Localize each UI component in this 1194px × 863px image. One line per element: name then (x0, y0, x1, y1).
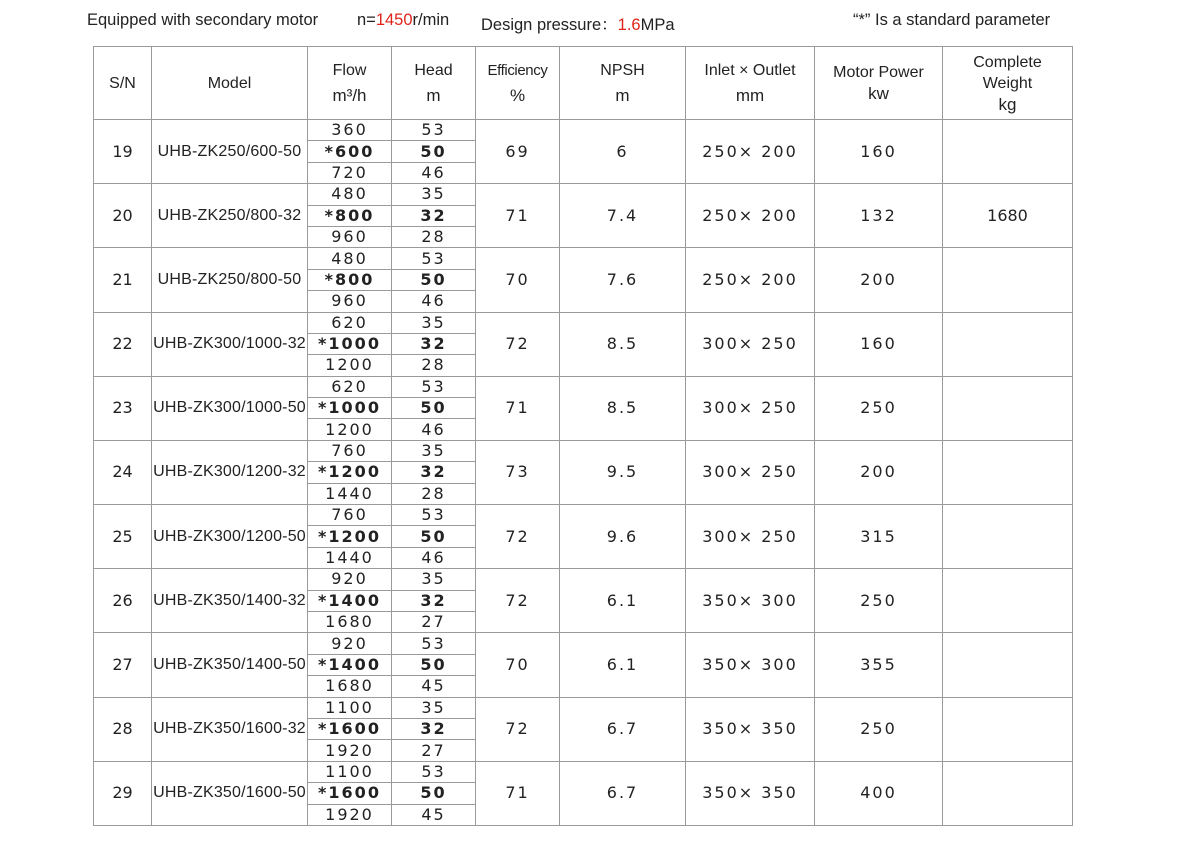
head-cell: 28 (392, 355, 476, 376)
weight-cell (943, 761, 1073, 825)
motor-power-cell: 160 (815, 312, 943, 376)
efficiency-cell: 69 (476, 120, 560, 184)
flow-cell: 480 (308, 184, 392, 205)
head-cell: 53 (392, 248, 476, 269)
speed-spec (357, 11, 449, 30)
flow-cell: 1200 (308, 355, 392, 376)
pressure-label: Design pressure： (481, 16, 618, 34)
table-row (94, 569, 1073, 590)
col-inlet-outlet-unit: mm (735, 86, 765, 105)
npsh-cell: 6.7 (560, 697, 686, 761)
motor-power-cell: 200 (815, 248, 943, 312)
head-cell: 27 (392, 740, 476, 761)
head-cell: 28 (392, 226, 476, 247)
weight-cell (943, 248, 1073, 312)
motor-power-cell: 315 (815, 505, 943, 569)
head-cell: 45 (392, 676, 476, 697)
inlet-outlet-cell: 300× 250 (686, 505, 815, 569)
flow-cell: 1440 (308, 547, 392, 568)
motor-power-cell: 250 (815, 376, 943, 440)
head-cell: 50 (392, 269, 476, 290)
head-cell: 35 (392, 569, 476, 590)
npsh-cell: 8.5 (560, 312, 686, 376)
head-cell: 50 (392, 654, 476, 675)
col-inlet-outlet-label: Inlet × Outlet (704, 62, 796, 79)
sn-cell: 21 (94, 248, 152, 312)
table-row (94, 312, 1073, 333)
head-cell: 35 (392, 440, 476, 461)
inlet-outlet-cell: 350× 300 (686, 569, 815, 633)
sn-cell: 26 (94, 569, 152, 633)
col-model (152, 47, 308, 120)
col-inlet-outlet (686, 47, 815, 120)
pump-spec-table (93, 46, 1073, 826)
model-cell: UHB-ZK300/1200-32 (152, 440, 308, 504)
col-flow (308, 47, 392, 120)
flow-cell: *600 (308, 141, 392, 162)
npsh-cell: 7.4 (560, 184, 686, 248)
pressure-unit: MPa (640, 16, 675, 34)
inlet-outlet-cell: 250× 200 (686, 184, 815, 248)
flow-cell: 1440 (308, 483, 392, 504)
sn-cell: 20 (94, 184, 152, 248)
table-row (94, 633, 1073, 654)
model-cell: UHB-ZK300/1000-32 (152, 312, 308, 376)
head-cell: 53 (392, 761, 476, 782)
weight-cell (943, 120, 1073, 184)
head-cell: 35 (392, 184, 476, 205)
col-head (392, 47, 476, 120)
col-weight-unit: kg (998, 94, 1017, 114)
col-head-label: Head (414, 62, 453, 79)
flow-cell: 960 (308, 291, 392, 312)
model-cell: UHB-ZK250/800-50 (152, 248, 308, 312)
flow-cell: 920 (308, 633, 392, 654)
weight-cell (943, 440, 1073, 504)
head-cell: 32 (392, 205, 476, 226)
flow-cell: 1200 (308, 419, 392, 440)
col-flow-unit: m³/h (332, 86, 367, 105)
head-cell: 46 (392, 419, 476, 440)
model-cell: UHB-ZK350/1400-50 (152, 633, 308, 697)
efficiency-cell: 71 (476, 761, 560, 825)
head-cell: 50 (392, 398, 476, 419)
head-cell: 32 (392, 333, 476, 354)
sn-cell: 24 (94, 440, 152, 504)
npsh-cell: 6.7 (560, 761, 686, 825)
efficiency-cell: 72 (476, 569, 560, 633)
head-cell: 32 (392, 718, 476, 739)
inlet-outlet-cell: 350× 300 (686, 633, 815, 697)
col-efficiency (476, 47, 560, 120)
head-cell: 50 (392, 783, 476, 804)
flow-cell: *1400 (308, 590, 392, 611)
flow-cell: 920 (308, 569, 392, 590)
efficiency-cell: 70 (476, 633, 560, 697)
head-cell: 46 (392, 162, 476, 183)
col-model-label: Model (207, 74, 252, 92)
col-weight-label-1: Complete (973, 53, 1042, 71)
flow-cell: 1100 (308, 697, 392, 718)
head-cell: 53 (392, 120, 476, 141)
model-cell: UHB-ZK350/1400-32 (152, 569, 308, 633)
head-cell: 50 (392, 141, 476, 162)
flow-cell: *1200 (308, 526, 392, 547)
pressure-spec (481, 11, 675, 35)
table-row (94, 184, 1073, 205)
weight-cell (943, 505, 1073, 569)
motor-power-cell: 355 (815, 633, 943, 697)
inlet-outlet-cell: 350× 350 (686, 697, 815, 761)
flow-cell: 480 (308, 248, 392, 269)
model-cell: UHB-ZK300/1200-50 (152, 505, 308, 569)
col-motor-power (815, 47, 943, 120)
model-cell: UHB-ZK250/800-32 (152, 184, 308, 248)
sn-cell: 29 (94, 761, 152, 825)
flow-cell: 1680 (308, 676, 392, 697)
sn-cell: 28 (94, 697, 152, 761)
head-cell: 46 (392, 547, 476, 568)
table-header (94, 47, 1073, 120)
npsh-cell: 9.5 (560, 440, 686, 504)
flow-cell: *800 (308, 205, 392, 226)
model-cell: UHB-ZK300/1000-50 (152, 376, 308, 440)
col-weight (943, 47, 1073, 120)
efficiency-cell: 72 (476, 697, 560, 761)
efficiency-cell: 70 (476, 248, 560, 312)
flow-cell: 1680 (308, 611, 392, 632)
flow-cell: *1200 (308, 462, 392, 483)
head-cell: 53 (392, 505, 476, 526)
col-efficiency-label: Efficiency (487, 62, 548, 79)
document-header (0, 11, 1194, 35)
table-row (94, 761, 1073, 782)
efficiency-cell: 72 (476, 312, 560, 376)
model-cell: UHB-ZK350/1600-32 (152, 697, 308, 761)
motor-power-cell: 132 (815, 184, 943, 248)
table-row (94, 376, 1073, 397)
pressure-value: 1.6 (617, 16, 641, 34)
inlet-outlet-cell: 350× 350 (686, 761, 815, 825)
flow-cell: 760 (308, 440, 392, 461)
col-npsh-label: NPSH (600, 62, 645, 79)
sn-cell: 25 (94, 505, 152, 569)
table-row (94, 248, 1073, 269)
head-cell: 45 (392, 804, 476, 825)
npsh-cell: 7.6 (560, 248, 686, 312)
motor-power-cell: 250 (815, 697, 943, 761)
model-cell: UHB-ZK350/1600-50 (152, 761, 308, 825)
standard-param-note: “*” Is a standard parameter (853, 11, 1051, 29)
flow-cell: 760 (308, 505, 392, 526)
table-row (94, 697, 1073, 718)
flow-cell: 620 (308, 376, 392, 397)
col-weight-label-2: Weight (982, 74, 1033, 92)
head-cell: 27 (392, 611, 476, 632)
motor-note: Equipped with secondary motor (87, 11, 319, 29)
motor-power-cell: 250 (815, 569, 943, 633)
flow-cell: 1100 (308, 761, 392, 782)
efficiency-cell: 71 (476, 184, 560, 248)
table-row (94, 120, 1073, 141)
col-motor-power-label: Motor Power (833, 64, 924, 81)
motor-power-cell: 400 (815, 761, 943, 825)
table-body (94, 120, 1073, 826)
weight-cell (943, 633, 1073, 697)
flow-cell: 1920 (308, 740, 392, 761)
motor-power-cell: 200 (815, 440, 943, 504)
head-cell: 35 (392, 312, 476, 333)
flow-cell: *800 (308, 269, 392, 290)
inlet-outlet-cell: 250× 200 (686, 120, 815, 184)
col-head-unit: m (426, 86, 441, 105)
sn-cell: 22 (94, 312, 152, 376)
flow-cell: 620 (308, 312, 392, 333)
model-cell: UHB-ZK250/600-50 (152, 120, 308, 184)
head-cell: 32 (392, 590, 476, 611)
sn-cell: 27 (94, 633, 152, 697)
head-cell: 50 (392, 526, 476, 547)
weight-cell (943, 312, 1073, 376)
head-cell: 32 (392, 462, 476, 483)
weight-cell (943, 376, 1073, 440)
speed-unit: r/min (412, 11, 450, 29)
col-sn (94, 47, 152, 120)
flow-cell: *1000 (308, 398, 392, 419)
efficiency-cell: 73 (476, 440, 560, 504)
head-cell: 35 (392, 697, 476, 718)
flow-cell: 720 (308, 162, 392, 183)
head-cell: 53 (392, 376, 476, 397)
col-motor-power-unit: kw (868, 84, 889, 103)
head-cell: 28 (392, 483, 476, 504)
col-sn-label: S/N (109, 74, 136, 92)
flow-cell: 960 (308, 226, 392, 247)
speed-value: 1450 (375, 11, 413, 29)
inlet-outlet-cell: 300× 250 (686, 312, 815, 376)
flow-cell: *1000 (308, 333, 392, 354)
sn-cell: 19 (94, 120, 152, 184)
sn-cell: 23 (94, 376, 152, 440)
head-cell: 46 (392, 291, 476, 312)
npsh-cell: 9.6 (560, 505, 686, 569)
npsh-cell: 8.5 (560, 376, 686, 440)
flow-cell: *1600 (308, 718, 392, 739)
col-flow-label: Flow (332, 62, 367, 79)
npsh-cell: 6.1 (560, 569, 686, 633)
table-row (94, 440, 1073, 461)
weight-cell (943, 697, 1073, 761)
flow-cell: *1600 (308, 783, 392, 804)
inlet-outlet-cell: 300× 250 (686, 376, 815, 440)
efficiency-cell: 71 (476, 376, 560, 440)
head-cell: 53 (392, 633, 476, 654)
col-npsh (560, 47, 686, 120)
header-row (94, 47, 1073, 120)
inlet-outlet-cell: 250× 200 (686, 248, 815, 312)
efficiency-cell: 72 (476, 505, 560, 569)
flow-cell: 360 (308, 120, 392, 141)
motor-power-cell: 160 (815, 120, 943, 184)
flow-cell: *1400 (308, 654, 392, 675)
inlet-outlet-cell: 300× 250 (686, 440, 815, 504)
weight-cell (943, 569, 1073, 633)
weight-cell: 1680 (943, 184, 1073, 248)
npsh-cell: 6 (560, 120, 686, 184)
col-npsh-unit: m (615, 86, 630, 105)
speed-prefix: n= (357, 11, 376, 29)
table-row (94, 505, 1073, 526)
col-efficiency-unit: % (509, 86, 526, 105)
flow-cell: 1920 (308, 804, 392, 825)
npsh-cell: 6.1 (560, 633, 686, 697)
